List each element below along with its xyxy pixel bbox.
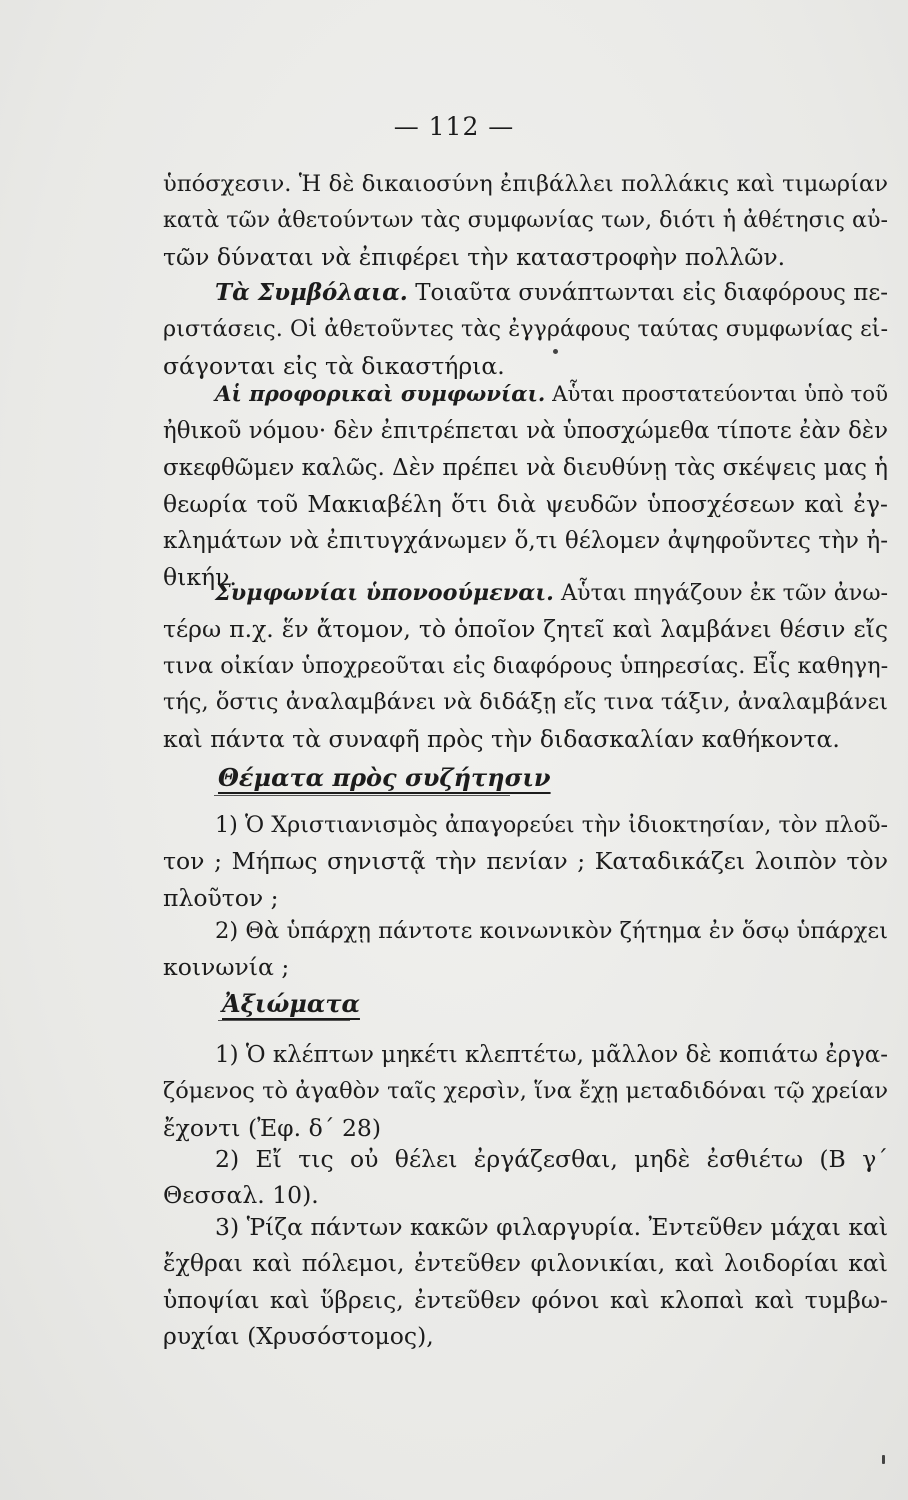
page-number: — 112 — (393, 112, 515, 141)
text-line: 1) Ὁ Χριστιανισμὸς ἀπαγορεύει τὴν ἰδιοκτησίαν, τὸν πλοῦ- (215, 812, 888, 838)
themata-item-2 (163, 913, 888, 986)
section-heading-themata: Θέματα πρὸς συζήτησιν (218, 763, 551, 792)
text-line: σκεφθῶμεν καλῶς. Δὲν πρέπει νὰ διευθύνῃ τὰς σκέψεις μας ἡ (163, 454, 888, 481)
text-line (163, 377, 888, 413)
text-line (163, 575, 888, 611)
text-line: τής, ὅστις ἀναλαμβάνει νὰ διδάξῃ εἴς τινα τάξιν, ἀναλαμβάνει (163, 689, 888, 716)
proforikai-paragraph (163, 377, 888, 595)
text-line: ρυχίαι (Χρυσόστομος), (163, 1322, 434, 1351)
symvolaia-paragraph (163, 275, 888, 384)
text-line: κατὰ τῶν ἀθετούντων τὰς συμφωνίας των, διότι ἡ ἀθέτησις αὐ- (163, 207, 888, 234)
text-line: 1) Ὁ κλέπτων μηκέτι κλεπτέτω, μᾶλλον δὲ κοπιάτω ἐργα- (215, 1042, 888, 1068)
text-line: θικήν. (163, 562, 237, 591)
axiomata-item-2 (163, 1141, 888, 1214)
text-line: θεωρία τοῦ Μακιαβέλη ὅτι διὰ ψευδῶν ὑποσχέσεων καὶ ἐγ- (163, 490, 888, 519)
paragraph-heading: Συμφωνίαι ὑπονοούμεναι. (215, 580, 554, 606)
scan-speck (882, 1455, 885, 1464)
text-run: Τοιαῦτα συνάπτωνται εἰς διαφόρους πε- (415, 280, 888, 306)
section-heading-axiomata: Ἀξιώματα (222, 989, 360, 1018)
intro-paragraph (163, 166, 888, 275)
scan-speck (553, 349, 558, 354)
axiomata-item-3 (163, 1209, 888, 1355)
text-line: ἔχοντι (Ἐφ. δ΄ 28) (163, 1113, 382, 1142)
text-line: ὑποψίαι καὶ ὕβρεις, ἐντεῦθεν φόνοι καὶ κλοπαὶ καὶ τυμβω- (163, 1285, 888, 1314)
text-line: τέρω π.χ. ἕν ἄτομον, τὸ ὁποῖον ζητεῖ καὶ λαμβάνει θέσιν εἴς (163, 615, 888, 644)
text-line: ζόμενος τὸ ἀγαθὸν ταῖς χερσὶν, ἵνα ἔχῃ μεταδιδόναι τῷ χρείαν (163, 1078, 888, 1105)
themata-item-1 (163, 807, 888, 916)
heading-underline (218, 1020, 350, 1021)
text-line: κοινωνία ; (163, 953, 290, 982)
text-line: τῶν δύναται νὰ ἐπιφέρει τὴν καταστροφὴν πολλῶν. (163, 242, 786, 271)
text-line: ριστάσεις. Οἱ ἀθετοῦντες τὰς ἐγγράφους ταύτας συμφωνίας εἰ- (163, 316, 888, 343)
text-line: καὶ πάντα τὰ συναφῆ πρὸς τὴν διδασκαλίαν καθήκοντα. (163, 724, 840, 753)
paragraph-heading: Τὰ Συμβόλαια. (215, 279, 408, 306)
text-line (163, 275, 888, 311)
text-line: σάγονται εἰς τὰ δικαστήρια. (163, 351, 505, 380)
text-line: Θεσσαλ. 10). (163, 1181, 319, 1210)
text-line: τινα οἰκίαν ὑποχρεοῦται εἰς διαφόρους ὑπηρεσίας. Εἷς καθηγη- (163, 652, 889, 679)
text-run: Αὗται προστατεύονται ὑπὸ τοῦ (552, 382, 888, 407)
yponooumenai-paragraph (163, 575, 888, 757)
text-line: 2) Εἴ τις οὐ θέλει ἐργάζεσθαι, μηδὲ ἐσθιέτω (Β γ΄ (215, 1145, 888, 1173)
paragraph-heading: Αἱ προφορικαὶ συμφωνίαι. (215, 382, 546, 407)
text-run: Αὗται πηγάζουν ἐκ τῶν ἀνω- (560, 580, 889, 606)
text-line: ὑπόσχεσιν. Ἡ δὲ δικαιοσύνη ἐπιβάλλει πολλάκις καὶ τιμωρίαν (163, 171, 888, 197)
text-line: κλημάτων νὰ ἐπιτυγχάνωμεν ὅ,τι θέλομεν ἀψηφοῦντες τὴν ἠ- (163, 527, 888, 554)
heading-underline (214, 795, 510, 796)
text-line: τον ; Μήπως σηνιστᾷ τὴν πενίαν ; Καταδικάζει λοιπὸν τὸν (163, 847, 888, 876)
text-line: 3) Ῥίζα πάντων κακῶν φιλαργυρία. Ἐντεῦθεν μάχαι καὶ (215, 1213, 889, 1241)
text-line: 2) Θὰ ὑπάρχῃ πάντοτε κοινωνικὸν ζήτημα ἐν ὅσῳ ὑπάρχει (215, 918, 888, 944)
text-line: πλοῦτον ; (163, 883, 279, 912)
text-line: ἠθικοῦ νόμου· δὲν ἐπιτρέπεται νὰ ὑποσχώμεθα τίποτε ἐὰν δὲν (163, 418, 888, 445)
axiomata-item-1 (163, 1037, 888, 1146)
text-line: ἔχθραι καὶ πόλεμοι, ἐντεῦθεν φιλονικίαι, καὶ λοιδορίαι καὶ (163, 1249, 888, 1278)
